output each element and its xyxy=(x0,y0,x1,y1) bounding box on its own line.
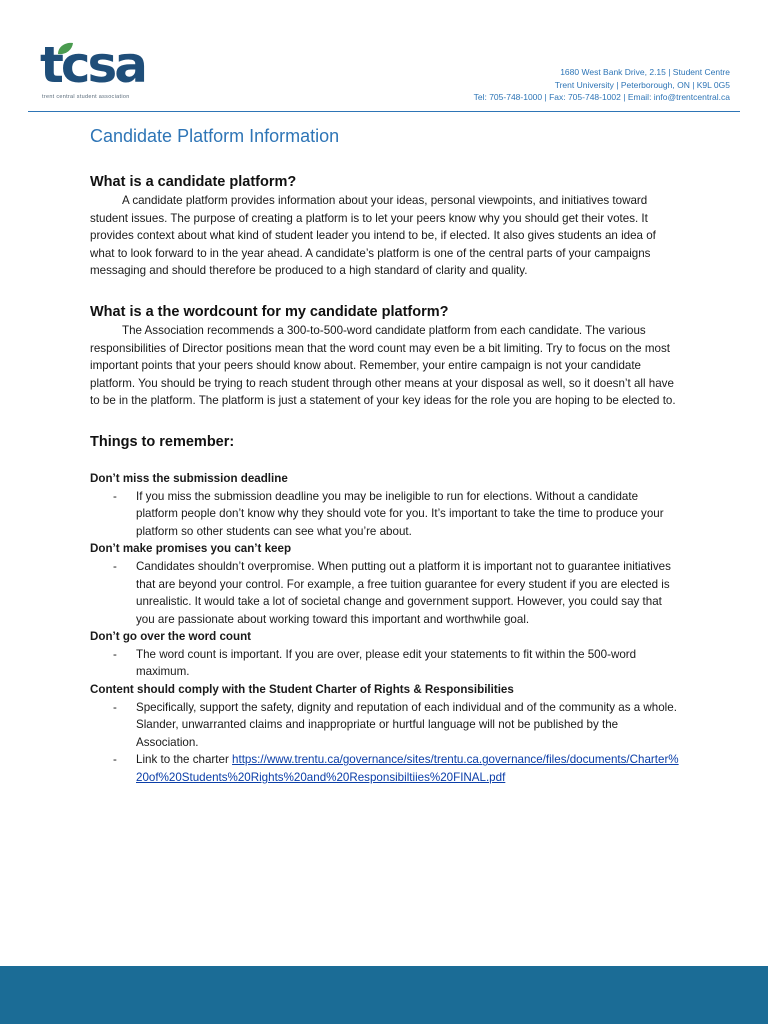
section-body-wordcount: The Association recommends a 300-to-500-word candidate platform from each candidate. The various responsibilities of Director positions mean that the word count may even be a bit limiting. Try to focus on the most important points that your peers should know about. Remember, your entire campaign is not your candidate platform. You should be trying to reach student through other means at your disposal as well, so it doesn’t all have to be in the platform. The platform is just a statement of your key ideas for the role you are hoping to be elected to. xyxy=(90,323,676,408)
remember-item-points xyxy=(90,488,680,541)
remember-item-points xyxy=(90,699,680,787)
list-item: - Specifically, support the safety, dignity and reputation of each individual and of the community as a whole. Slander, unwarranted claims and inappropriate or hurtful language will not be published by the Association. xyxy=(136,699,680,752)
logo-tagline: trent central student association xyxy=(42,94,130,100)
list-item-charter-link xyxy=(136,751,680,786)
charter-link-prefix: Link to the charter xyxy=(136,753,233,767)
contact-address: 1680 West Bank Drive, 2.15 | Student Centre xyxy=(560,67,730,77)
contact-info xyxy=(474,66,730,104)
header-divider xyxy=(28,111,740,112)
section-body-what-is: A candidate platform provides information about your ideas, personal viewpoints, and initiatives toward student issues. The purpose of creating a platform is to let your peers know why you should get their votes. It provides context about what kind of student leader you intend to be, if elected. It also gives students an idea of what to look forward to in the year ahead. A candidate’s platform is one of the central parts of your campaigns messaging and should therefore be produced to a high standard of clarity and quality. xyxy=(90,194,656,278)
document-title: Candidate Platform Information xyxy=(90,126,340,146)
remember-item-title: Don’t miss the submission deadline xyxy=(90,471,288,485)
section-heading-remember: Things to remember: xyxy=(90,433,235,450)
remember-item-title: Don’t go over the word count xyxy=(90,630,252,644)
remember-item-points xyxy=(90,558,680,628)
contact-phone-email: Tel: 705-748-1000 | Fax: 705-748-1002 | Email: info@trentcentral.ca xyxy=(473,92,730,102)
contact-university: Trent University | Peterborough, ON | K9L 0G5 xyxy=(554,79,730,90)
list-item: - If you miss the submission deadline you may be ineligible to run for elections. Without a candidate platform people don’t know why they should vote for you. It’s important to take the time to produce your platform so other students can see what you’re about. xyxy=(136,488,680,541)
document-body xyxy=(90,124,680,787)
remember-item-title: Don’t make promises you can’t keep xyxy=(90,542,292,556)
logo-wordmark: tcsa xyxy=(40,36,146,94)
footer-bar xyxy=(0,966,768,1024)
list-item: - The word count is important. If you are over, please edit your statements to fit within the 500-word maximum. xyxy=(136,646,680,681)
charter-link[interactable]: https://www.trentu.ca/governance/sites/trentu.ca.governance/files/documents/Charter%20of%20Students%20Rights%20and%20Responsibiltiies%20FINAL.pdf xyxy=(136,753,679,785)
remember-item-points xyxy=(90,646,680,681)
section-heading-wordcount: What is a the wordcount for my candidate platform? xyxy=(90,303,449,320)
letterhead xyxy=(0,0,768,112)
section-heading-what-is: What is a candidate platform? xyxy=(90,174,297,190)
tcsa-logo xyxy=(40,38,160,102)
list-item: - Candidates shouldn’t overpromise. When putting out a platform it is important not to guarantee initiatives that are beyond your control. For example, a free tuition guarantee for every student if you are elected is unrealistic. It would take a lot of societal change and government support. However, you could say that you are passionate about working toward this important and worthwhile goal. xyxy=(136,558,680,628)
remember-item-title: Content should comply with the Student Charter of Rights & Responsibilities xyxy=(90,683,514,697)
